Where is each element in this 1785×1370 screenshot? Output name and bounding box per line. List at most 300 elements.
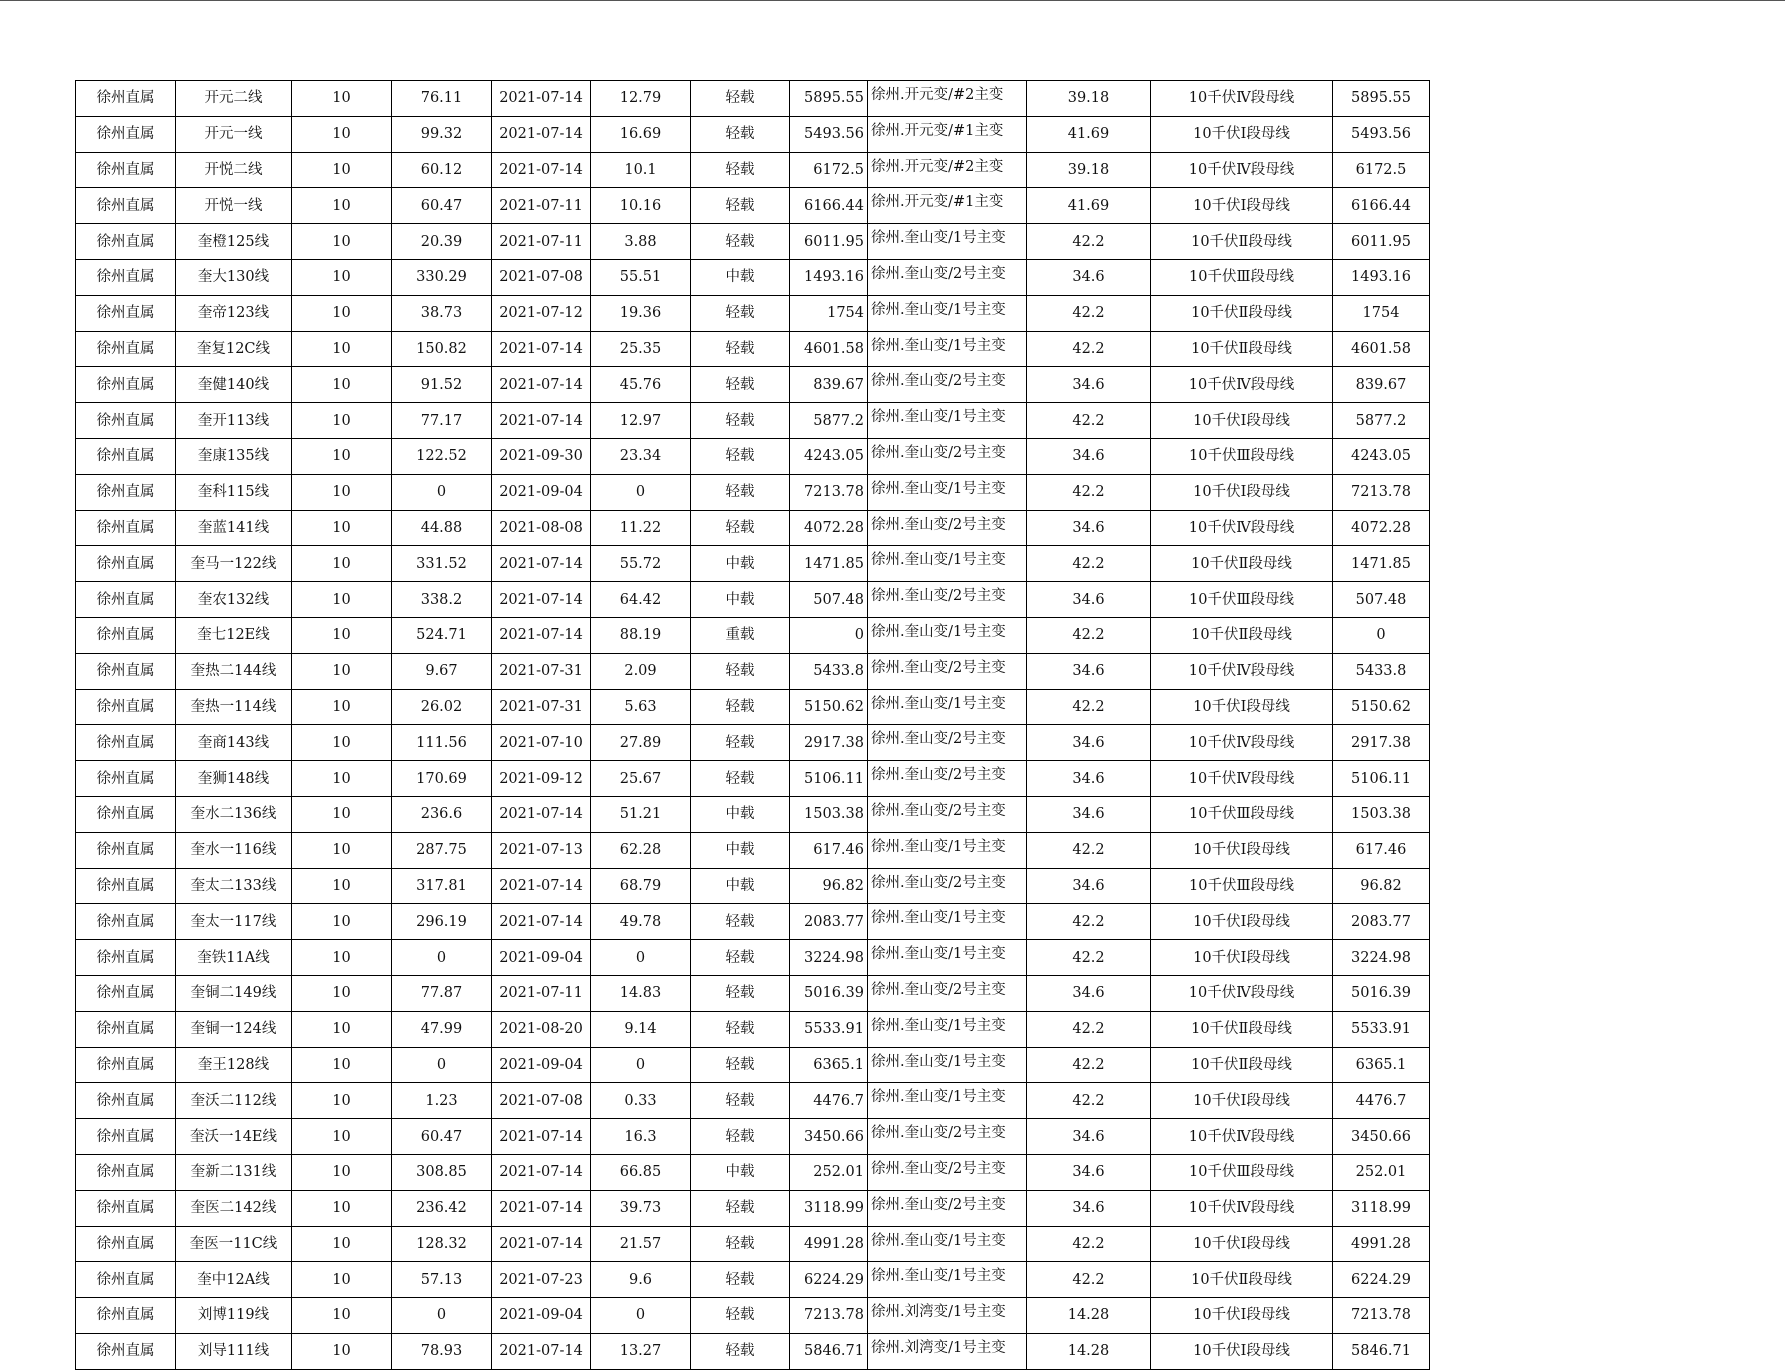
load-rate-cell: 12.97: [591, 403, 691, 439]
company-cell: 徐州直属: [76, 1119, 176, 1155]
substation-cell: 徐州.奎山变/1号主变: [868, 546, 1027, 582]
substation-cell: 徐州.开元变/#2主变: [868, 81, 1027, 117]
available-capacity-cell: 839.67: [1333, 367, 1430, 403]
table-row: [76, 295, 1430, 331]
load-rate-cell: 0.33: [591, 1083, 691, 1119]
date-cell: 2021-07-14: [492, 582, 591, 618]
margin-cell: 5493.56: [790, 116, 868, 152]
line-name-cell: 奎医二142线: [176, 1190, 292, 1226]
transformer-load-cell: 34.6: [1027, 868, 1151, 904]
line-name-cell: 奎医一11C线: [176, 1226, 292, 1262]
table-row: [76, 152, 1430, 188]
current-cell: 122.52: [392, 438, 492, 474]
company-cell: 徐州直属: [76, 940, 176, 976]
company-cell: 徐州直属: [76, 832, 176, 868]
bus-cell: 10千伏Ⅲ段母线: [1151, 1154, 1333, 1190]
line-name-cell: 奎帝123线: [176, 295, 292, 331]
date-cell: 2021-07-14: [492, 1119, 591, 1155]
load-rate-cell: 23.34: [591, 438, 691, 474]
date-cell: 2021-07-08: [492, 1083, 591, 1119]
margin-cell: 5533.91: [790, 1011, 868, 1047]
available-capacity-cell: 5846.71: [1333, 1333, 1430, 1369]
line-name-cell: 奎健140线: [176, 367, 292, 403]
date-cell: 2021-07-14: [492, 1333, 591, 1369]
available-capacity-cell: 5106.11: [1333, 761, 1430, 797]
substation-cell: 徐州.奎山变/2号主变: [868, 367, 1027, 403]
substation-cell: 徐州.奎山变/2号主变: [868, 868, 1027, 904]
load-rate-cell: 39.73: [591, 1190, 691, 1226]
date-cell: 2021-07-14: [492, 116, 591, 152]
substation-cell: 徐州.开元变/#1主变: [868, 188, 1027, 224]
transformer-load-cell: 42.2: [1027, 1011, 1151, 1047]
load-rate-cell: 88.19: [591, 617, 691, 653]
margin-cell: 3224.98: [790, 940, 868, 976]
current-cell: 76.11: [392, 81, 492, 117]
current-cell: 128.32: [392, 1226, 492, 1262]
company-cell: 徐州直属: [76, 152, 176, 188]
date-cell: 2021-07-31: [492, 653, 591, 689]
current-cell: 78.93: [392, 1333, 492, 1369]
bus-cell: 10千伏Ⅰ段母线: [1151, 940, 1333, 976]
line-name-cell: 奎复12C线: [176, 331, 292, 367]
company-cell: 徐州直属: [76, 653, 176, 689]
table-row: [76, 259, 1430, 295]
company-cell: 徐州直属: [76, 582, 176, 618]
line-name-cell: 奎水一116线: [176, 832, 292, 868]
voltage-cell: 10: [292, 796, 392, 832]
substation-cell: 徐州.奎山变/2号主变: [868, 259, 1027, 295]
line-name-cell: 奎铜二149线: [176, 975, 292, 1011]
load-rate-cell: 25.35: [591, 331, 691, 367]
substation-cell: 徐州.刘湾变/1号主变: [868, 1333, 1027, 1369]
load-rate-cell: 21.57: [591, 1226, 691, 1262]
transformer-load-cell: 42.2: [1027, 1047, 1151, 1083]
current-cell: 44.88: [392, 510, 492, 546]
table-row: [76, 796, 1430, 832]
line-name-cell: 奎康135线: [176, 438, 292, 474]
current-cell: 47.99: [392, 1011, 492, 1047]
load-status-cell: 轻载: [691, 725, 790, 761]
table-row: [76, 367, 1430, 403]
available-capacity-cell: 5150.62: [1333, 689, 1430, 725]
bus-cell: 10千伏Ⅱ段母线: [1151, 1262, 1333, 1298]
company-cell: 徐州直属: [76, 81, 176, 117]
table-body: [76, 81, 1430, 1370]
date-cell: 2021-07-31: [492, 689, 591, 725]
substation-cell: 徐州.奎山变/2号主变: [868, 653, 1027, 689]
company-cell: 徐州直属: [76, 617, 176, 653]
load-status-cell: 轻载: [691, 653, 790, 689]
date-cell: 2021-09-04: [492, 940, 591, 976]
date-cell: 2021-09-12: [492, 761, 591, 797]
bus-cell: 10千伏Ⅰ段母线: [1151, 1333, 1333, 1369]
bus-cell: 10千伏Ⅱ段母线: [1151, 546, 1333, 582]
available-capacity-cell: 6011.95: [1333, 224, 1430, 260]
load-status-cell: 轻载: [691, 295, 790, 331]
table-row: [76, 1226, 1430, 1262]
table-row: [76, 617, 1430, 653]
load-rate-cell: 45.76: [591, 367, 691, 403]
load-rate-cell: 9.6: [591, 1262, 691, 1298]
transformer-load-cell: 42.2: [1027, 1226, 1151, 1262]
substation-cell: 徐州.奎山变/2号主变: [868, 761, 1027, 797]
bus-cell: 10千伏Ⅳ段母线: [1151, 761, 1333, 797]
bus-cell: 10千伏Ⅰ段母线: [1151, 403, 1333, 439]
company-cell: 徐州直属: [76, 295, 176, 331]
current-cell: 99.32: [392, 116, 492, 152]
transformer-load-cell: 34.6: [1027, 653, 1151, 689]
bus-cell: 10千伏Ⅰ段母线: [1151, 1298, 1333, 1334]
available-capacity-cell: 5016.39: [1333, 975, 1430, 1011]
company-cell: 徐州直属: [76, 904, 176, 940]
voltage-cell: 10: [292, 295, 392, 331]
transformer-load-cell: 34.6: [1027, 725, 1151, 761]
table-row: [76, 1190, 1430, 1226]
load-rate-cell: 27.89: [591, 725, 691, 761]
available-capacity-cell: 507.48: [1333, 582, 1430, 618]
available-capacity-cell: 1471.85: [1333, 546, 1430, 582]
voltage-cell: 10: [292, 116, 392, 152]
transformer-load-cell: 14.28: [1027, 1333, 1151, 1369]
substation-cell: 徐州.奎山变/1号主变: [868, 1262, 1027, 1298]
available-capacity-cell: 5493.56: [1333, 116, 1430, 152]
margin-cell: 4243.05: [790, 438, 868, 474]
substation-cell: 徐州.奎山变/2号主变: [868, 796, 1027, 832]
company-cell: 徐州直属: [76, 1190, 176, 1226]
current-cell: 60.47: [392, 188, 492, 224]
transformer-load-cell: 14.28: [1027, 1298, 1151, 1334]
transformer-load-cell: 41.69: [1027, 188, 1151, 224]
load-status-cell: 中载: [691, 582, 790, 618]
voltage-cell: 10: [292, 1047, 392, 1083]
current-cell: 296.19: [392, 904, 492, 940]
line-name-cell: 奎马一122线: [176, 546, 292, 582]
load-status-cell: 轻载: [691, 152, 790, 188]
current-cell: 236.6: [392, 796, 492, 832]
current-cell: 26.02: [392, 689, 492, 725]
available-capacity-cell: 0: [1333, 617, 1430, 653]
margin-cell: 4991.28: [790, 1226, 868, 1262]
current-cell: 60.47: [392, 1119, 492, 1155]
load-status-cell: 中载: [691, 832, 790, 868]
line-name-cell: 奎沃二112线: [176, 1083, 292, 1119]
company-cell: 徐州直属: [76, 438, 176, 474]
transformer-load-cell: 34.6: [1027, 367, 1151, 403]
line-name-cell: 奎中12A线: [176, 1262, 292, 1298]
line-name-cell: 奎太一117线: [176, 904, 292, 940]
bus-cell: 10千伏Ⅰ段母线: [1151, 1226, 1333, 1262]
load-status-cell: 轻载: [691, 1262, 790, 1298]
margin-cell: 7213.78: [790, 1298, 868, 1334]
date-cell: 2021-07-13: [492, 832, 591, 868]
available-capacity-cell: 5877.2: [1333, 403, 1430, 439]
load-rate-cell: 0: [591, 1298, 691, 1334]
load-status-cell: 中载: [691, 1154, 790, 1190]
substation-cell: 徐州.奎山变/1号主变: [868, 1083, 1027, 1119]
available-capacity-cell: 4243.05: [1333, 438, 1430, 474]
table-row: [76, 940, 1430, 976]
margin-cell: 6172.5: [790, 152, 868, 188]
bus-cell: 10千伏Ⅳ段母线: [1151, 152, 1333, 188]
load-status-cell: 轻载: [691, 81, 790, 117]
date-cell: 2021-07-23: [492, 1262, 591, 1298]
current-cell: 1.23: [392, 1083, 492, 1119]
transformer-load-cell: 42.2: [1027, 295, 1151, 331]
date-cell: 2021-07-14: [492, 403, 591, 439]
line-name-cell: 刘博119线: [176, 1298, 292, 1334]
table-row: [76, 331, 1430, 367]
current-cell: 0: [392, 1047, 492, 1083]
current-cell: 331.52: [392, 546, 492, 582]
date-cell: 2021-07-14: [492, 904, 591, 940]
line-name-cell: 开元一线: [176, 116, 292, 152]
load-rate-cell: 11.22: [591, 510, 691, 546]
date-cell: 2021-07-14: [492, 81, 591, 117]
company-cell: 徐州直属: [76, 116, 176, 152]
margin-cell: 252.01: [790, 1154, 868, 1190]
available-capacity-cell: 2083.77: [1333, 904, 1430, 940]
table-row: [76, 403, 1430, 439]
margin-cell: 5016.39: [790, 975, 868, 1011]
bus-cell: 10千伏Ⅳ段母线: [1151, 975, 1333, 1011]
voltage-cell: 10: [292, 259, 392, 295]
available-capacity-cell: 252.01: [1333, 1154, 1430, 1190]
load-rate-cell: 55.51: [591, 259, 691, 295]
transformer-load-cell: 42.2: [1027, 224, 1151, 260]
date-cell: 2021-07-14: [492, 617, 591, 653]
transformer-load-cell: 42.2: [1027, 474, 1151, 510]
margin-cell: 6224.29: [790, 1262, 868, 1298]
current-cell: 111.56: [392, 725, 492, 761]
load-rate-cell: 16.3: [591, 1119, 691, 1155]
load-status-cell: 轻载: [691, 116, 790, 152]
line-name-cell: 奎开113线: [176, 403, 292, 439]
available-capacity-cell: 6224.29: [1333, 1262, 1430, 1298]
load-status-cell: 轻载: [691, 1226, 790, 1262]
load-rate-cell: 55.72: [591, 546, 691, 582]
date-cell: 2021-09-04: [492, 474, 591, 510]
load-rate-cell: 68.79: [591, 868, 691, 904]
load-rate-cell: 0: [591, 1047, 691, 1083]
substation-cell: 徐州.奎山变/1号主变: [868, 904, 1027, 940]
margin-cell: 3118.99: [790, 1190, 868, 1226]
substation-cell: 徐州.奎山变/2号主变: [868, 725, 1027, 761]
load-status-cell: 中载: [691, 796, 790, 832]
available-capacity-cell: 2917.38: [1333, 725, 1430, 761]
bus-cell: 10千伏Ⅱ段母线: [1151, 331, 1333, 367]
voltage-cell: 10: [292, 975, 392, 1011]
bus-cell: 10千伏Ⅱ段母线: [1151, 1011, 1333, 1047]
available-capacity-cell: 617.46: [1333, 832, 1430, 868]
line-name-cell: 奎铜一124线: [176, 1011, 292, 1047]
company-cell: 徐州直属: [76, 367, 176, 403]
voltage-cell: 10: [292, 653, 392, 689]
substation-cell: 徐州.奎山变/2号主变: [868, 438, 1027, 474]
table-row: [76, 1333, 1430, 1369]
transformer-load-cell: 42.2: [1027, 1083, 1151, 1119]
company-cell: 徐州直属: [76, 1083, 176, 1119]
substation-cell: 徐州.奎山变/2号主变: [868, 975, 1027, 1011]
table-row: [76, 1047, 1430, 1083]
load-status-cell: 轻载: [691, 367, 790, 403]
load-status-cell: 轻载: [691, 761, 790, 797]
transformer-load-cell: 39.18: [1027, 81, 1151, 117]
line-name-cell: 奎铁11A线: [176, 940, 292, 976]
date-cell: 2021-07-14: [492, 868, 591, 904]
bus-cell: 10千伏Ⅲ段母线: [1151, 259, 1333, 295]
transformer-load-cell: 34.6: [1027, 1119, 1151, 1155]
bus-cell: 10千伏Ⅰ段母线: [1151, 689, 1333, 725]
margin-cell: 4601.58: [790, 331, 868, 367]
load-rate-cell: 9.14: [591, 1011, 691, 1047]
available-capacity-cell: 3118.99: [1333, 1190, 1430, 1226]
load-rate-cell: 62.28: [591, 832, 691, 868]
transformer-load-cell: 34.6: [1027, 796, 1151, 832]
date-cell: 2021-09-30: [492, 438, 591, 474]
bus-cell: 10千伏Ⅰ段母线: [1151, 188, 1333, 224]
margin-cell: 5433.8: [790, 653, 868, 689]
available-capacity-cell: 6365.1: [1333, 1047, 1430, 1083]
substation-cell: 徐州.刘湾变/1号主变: [868, 1298, 1027, 1334]
voltage-cell: 10: [292, 1154, 392, 1190]
voltage-cell: 10: [292, 152, 392, 188]
load-status-cell: 中载: [691, 868, 790, 904]
available-capacity-cell: 3450.66: [1333, 1119, 1430, 1155]
date-cell: 2021-08-08: [492, 510, 591, 546]
company-cell: 徐州直属: [76, 188, 176, 224]
voltage-cell: 10: [292, 367, 392, 403]
transformer-load-cell: 34.6: [1027, 761, 1151, 797]
company-cell: 徐州直属: [76, 761, 176, 797]
available-capacity-cell: 1493.16: [1333, 259, 1430, 295]
substation-cell: 徐州.奎山变/1号主变: [868, 331, 1027, 367]
current-cell: 38.73: [392, 295, 492, 331]
load-status-cell: 轻载: [691, 689, 790, 725]
voltage-cell: 10: [292, 188, 392, 224]
bus-cell: 10千伏Ⅱ段母线: [1151, 617, 1333, 653]
company-cell: 徐州直属: [76, 1154, 176, 1190]
current-cell: 236.42: [392, 1190, 492, 1226]
margin-cell: 3450.66: [790, 1119, 868, 1155]
transformer-load-cell: 42.2: [1027, 1262, 1151, 1298]
load-status-cell: 轻载: [691, 1119, 790, 1155]
transformer-load-cell: 34.6: [1027, 1154, 1151, 1190]
voltage-cell: 10: [292, 438, 392, 474]
margin-cell: 1493.16: [790, 259, 868, 295]
transformer-load-cell: 41.69: [1027, 116, 1151, 152]
voltage-cell: 10: [292, 510, 392, 546]
bus-cell: 10千伏Ⅳ段母线: [1151, 725, 1333, 761]
date-cell: 2021-07-11: [492, 975, 591, 1011]
substation-cell: 徐州.奎山变/2号主变: [868, 510, 1027, 546]
current-cell: 60.12: [392, 152, 492, 188]
substation-cell: 徐州.奎山变/2号主变: [868, 1119, 1027, 1155]
bus-cell: 10千伏Ⅳ段母线: [1151, 510, 1333, 546]
table-row: [76, 546, 1430, 582]
load-status-cell: 轻载: [691, 1011, 790, 1047]
bus-cell: 10千伏Ⅰ段母线: [1151, 116, 1333, 152]
voltage-cell: 10: [292, 1083, 392, 1119]
transformer-load-cell: 34.6: [1027, 975, 1151, 1011]
line-name-cell: 奎热一114线: [176, 689, 292, 725]
substation-cell: 徐州.奎山变/1号主变: [868, 689, 1027, 725]
current-cell: 91.52: [392, 367, 492, 403]
current-cell: 317.81: [392, 868, 492, 904]
date-cell: 2021-08-20: [492, 1011, 591, 1047]
load-status-cell: 轻载: [691, 510, 790, 546]
bus-cell: 10千伏Ⅱ段母线: [1151, 295, 1333, 331]
margin-cell: 1503.38: [790, 796, 868, 832]
load-status-cell: 轻载: [691, 1333, 790, 1369]
load-rate-cell: 0: [591, 474, 691, 510]
date-cell: 2021-07-14: [492, 1190, 591, 1226]
bus-cell: 10千伏Ⅲ段母线: [1151, 796, 1333, 832]
table-row: [76, 1154, 1430, 1190]
transformer-load-cell: 34.6: [1027, 259, 1151, 295]
transformer-load-cell: 42.2: [1027, 832, 1151, 868]
substation-cell: 徐州.奎山变/1号主变: [868, 1011, 1027, 1047]
bus-cell: 10千伏Ⅰ段母线: [1151, 474, 1333, 510]
load-rate-cell: 2.09: [591, 653, 691, 689]
table-row: [76, 81, 1430, 117]
company-cell: 徐州直属: [76, 868, 176, 904]
company-cell: 徐州直属: [76, 1333, 176, 1369]
bus-cell: 10千伏Ⅰ段母线: [1151, 832, 1333, 868]
voltage-cell: 10: [292, 582, 392, 618]
voltage-cell: 10: [292, 1119, 392, 1155]
line-name-cell: 奎太二133线: [176, 868, 292, 904]
line-name-cell: 奎新二131线: [176, 1154, 292, 1190]
company-cell: 徐州直属: [76, 474, 176, 510]
load-rate-cell: 51.21: [591, 796, 691, 832]
bus-cell: 10千伏Ⅳ段母线: [1151, 1119, 1333, 1155]
substation-cell: 徐州.开元变/#1主变: [868, 116, 1027, 152]
line-name-cell: 奎狮148线: [176, 761, 292, 797]
date-cell: 2021-07-12: [492, 295, 591, 331]
table-row: [76, 188, 1430, 224]
voltage-cell: 10: [292, 832, 392, 868]
load-rate-cell: 0: [591, 940, 691, 976]
table-row: [76, 689, 1430, 725]
table-row: [76, 1011, 1430, 1047]
line-name-cell: 刘导111线: [176, 1333, 292, 1369]
margin-cell: 617.46: [790, 832, 868, 868]
date-cell: 2021-07-14: [492, 1154, 591, 1190]
bus-cell: 10千伏Ⅲ段母线: [1151, 868, 1333, 904]
transformer-load-cell: 39.18: [1027, 152, 1151, 188]
margin-cell: 2083.77: [790, 904, 868, 940]
available-capacity-cell: 5895.55: [1333, 81, 1430, 117]
date-cell: 2021-07-14: [492, 152, 591, 188]
substation-cell: 徐州.开元变/#2主变: [868, 152, 1027, 188]
margin-cell: 5895.55: [790, 81, 868, 117]
available-capacity-cell: 6166.44: [1333, 188, 1430, 224]
bus-cell: 10千伏Ⅲ段母线: [1151, 582, 1333, 618]
load-status-cell: 重载: [691, 617, 790, 653]
available-capacity-cell: 4072.28: [1333, 510, 1430, 546]
table-row: [76, 510, 1430, 546]
date-cell: 2021-09-04: [492, 1047, 591, 1083]
page-top-rule: [0, 0, 1785, 1]
load-status-cell: 轻载: [691, 1298, 790, 1334]
line-name-cell: 奎沃一14E线: [176, 1119, 292, 1155]
transformer-load-cell: 42.2: [1027, 403, 1151, 439]
bus-cell: 10千伏Ⅰ段母线: [1151, 904, 1333, 940]
company-cell: 徐州直属: [76, 1226, 176, 1262]
table-row: [76, 582, 1430, 618]
company-cell: 徐州直属: [76, 1298, 176, 1334]
voltage-cell: 10: [292, 1226, 392, 1262]
